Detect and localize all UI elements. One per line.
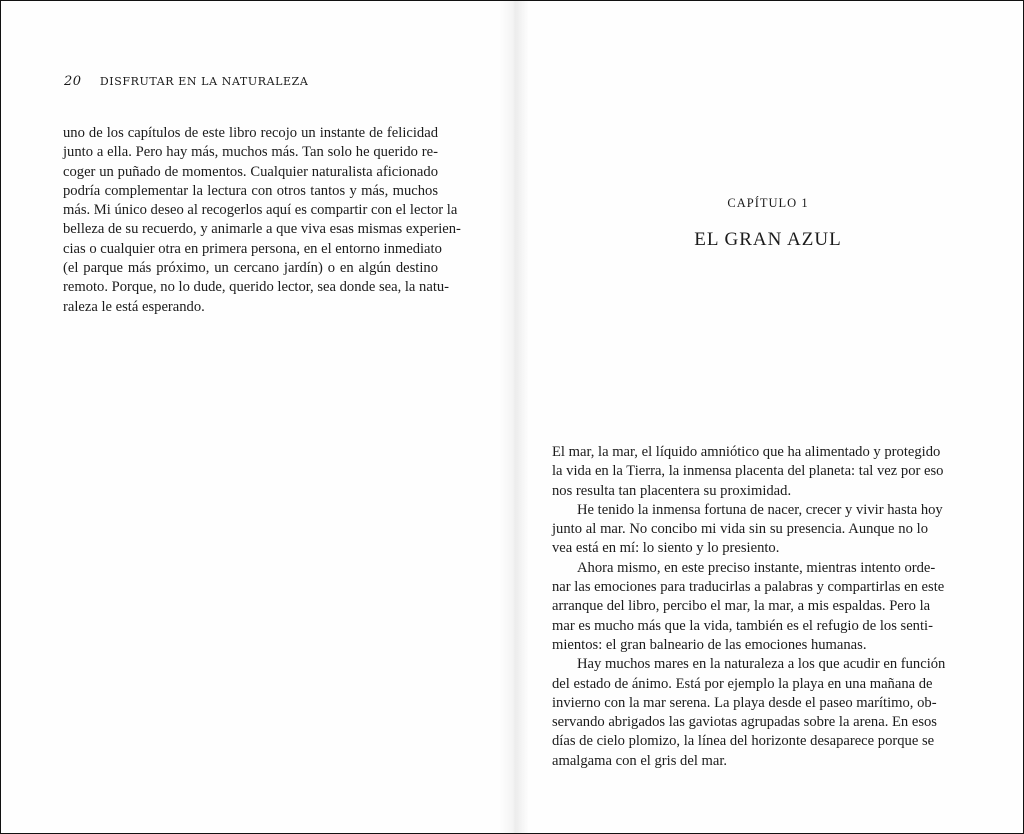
text-line: junto al mar. No concibo mi vida sin su presencia. Aunque no lo (552, 521, 928, 538)
text-line: arranque del libro, percibo el mar, la mar, a mis espaldas. Pero la (552, 598, 931, 615)
running-head-title: DISFRUTAR EN LA NATURALEZA (99, 75, 309, 88)
chapter-label: CAPÍTULO 1 (727, 196, 809, 210)
chapter-title: EL GRAN AZUL (694, 229, 842, 250)
text-line: nos resulta tan placentera su proximidad. (552, 482, 792, 499)
text-line: mientos: el gran balneario de las emociones humanas. (552, 636, 867, 653)
text-line: coger un puñado de momentos. Cualquier naturalista aficionado (63, 163, 438, 180)
text-line: remoto. Porque, no lo dude, querido lector, sea donde sea, la natu- (63, 279, 450, 296)
running-head (64, 74, 308, 89)
text-line: Hay muchos mares en la naturaleza a los que acudir en función (577, 656, 946, 673)
right-body-text (552, 443, 946, 771)
right-page (513, 1, 1023, 833)
page-number: 20 (64, 74, 82, 89)
text-line: belleza de su recuerdo, y animarle a que viva esas mismas experien- (63, 221, 461, 238)
text-line: uno de los capítulos de este libro recojo un instante de felicidad (63, 125, 438, 141)
text-line: He tenido la inmensa fortuna de nacer, crecer y vivir hasta hoy (577, 501, 943, 518)
text-line: mar es mucho más que la vida, también es el refugio de los senti- (552, 617, 933, 634)
text-line: Ahora mismo, en este preciso instante, mientras intento orde- (577, 559, 936, 576)
text-line: nar las emociones para traducirlas a palabras y compartirlas en este (552, 579, 945, 596)
left-body-text (63, 124, 461, 317)
text-line: la vida en la Tierra, la inmensa placenta del planeta: tal vez por eso (552, 463, 944, 480)
text-line: junto a ella. Pero hay más, muchos más. Tan solo he querido re- (63, 144, 438, 161)
text-line: invierno con la mar serena. La playa desde el paseo marítimo, ob- (552, 694, 937, 711)
text-line: raleza le está esperando. (63, 298, 205, 315)
text-line: del estado de ánimo. Está por ejemplo la playa en una mañana de (552, 675, 933, 692)
text-line: (el parque más próximo, un cercano jardín) o en algún destino (63, 260, 438, 277)
text-line: servando abrigados las gaviotas agrupadas sobre la arena. En esos (552, 714, 937, 731)
text-line: amalgama con el gris del mar. (552, 752, 728, 769)
text-line: El mar, la mar, el líquido amniótico que ha alimentado y protegido (552, 444, 941, 460)
text-line: más. Mi único deseo al recogerlos aquí es compartir con el lector la (63, 202, 458, 219)
left-page (1, 1, 511, 833)
text-line: podría complementar la lectura con otros tantos y más, muchos (63, 182, 438, 199)
text-line: cias o cualquier otra en primera persona, en el entorno inmediato (63, 240, 442, 257)
text-line: vea está en mí: lo siento y lo presiento. (552, 540, 780, 557)
text-line: días de cielo plomizo, la línea del horizonte desaparece porque se (552, 733, 935, 750)
